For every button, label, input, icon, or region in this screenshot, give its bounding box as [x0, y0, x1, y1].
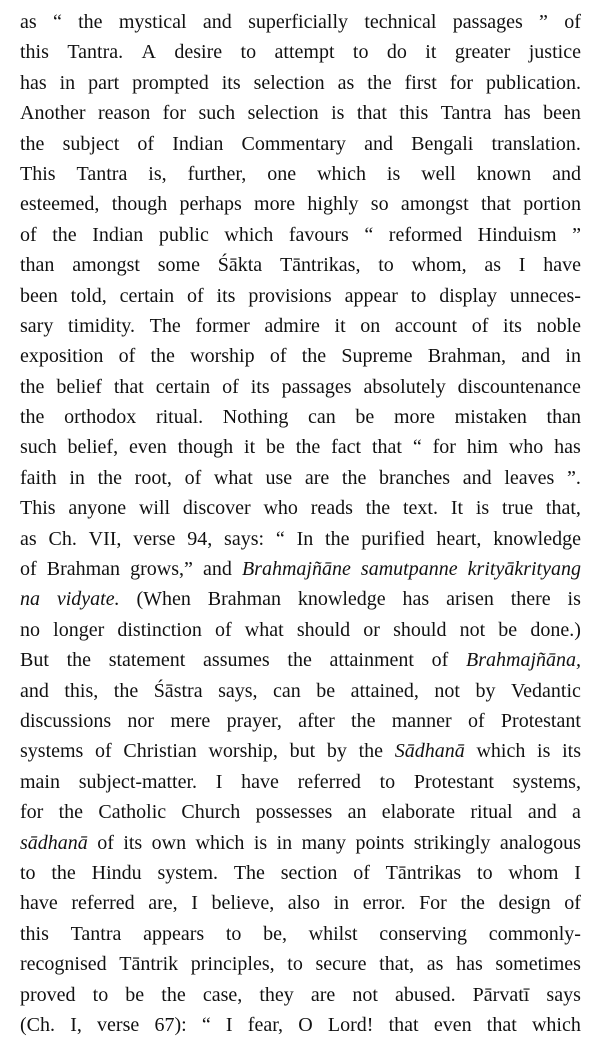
text-line: been told, certain of its provisions appear to display unneces-: [20, 284, 581, 307]
text-line: esteemed, though perhaps more highly so amongst that portion: [20, 193, 581, 216]
text-line: main subject-matter. I have referred to Protestant systems,: [20, 770, 581, 793]
text-line: faith in the root, of what use are the branches and leaves ”.: [20, 466, 581, 489]
text-line: this Tantra. A desire to attempt to do it greater justice: [20, 41, 581, 64]
text-line: the belief that certain of its passages absolutely discountenance: [20, 375, 581, 398]
text-line: (Ch. I, verse 67): “ I fear, O Lord! that even that which: [20, 1013, 581, 1036]
text-line: as “ the mystical and superficially technical passages ” of: [20, 11, 581, 33]
text-line: Another reason for such selection is that this Tantra has been: [20, 102, 581, 125]
text-line: discussions nor mere prayer, after the manner of Protestant: [20, 709, 581, 732]
text-line: have referred are, I believe, also in error. For the design of: [20, 892, 581, 915]
text-line: and this, the Śāstra says, can be attained, not by Vedantic: [20, 679, 581, 702]
text-line: such belief, even though it be the fact that “ for him who has: [20, 436, 581, 459]
document-body: [20, 7, 581, 1040]
text-line: has in part prompted its selection as the first for publication.: [20, 71, 581, 94]
text-line: exposition of the worship of the Supreme Brahman, and in: [20, 345, 581, 368]
text-line: to the Hindu system. The section of Tāntrikas to whom I: [20, 861, 581, 884]
text-line: of the Indian public which favours “ reformed Hinduism ”: [20, 223, 581, 246]
document-page: [20, 7, 581, 1040]
text-line: no longer distinction of what should or should not be done.): [20, 618, 581, 641]
text-line: as Ch. VII, verse 94, says: “ In the purified heart, knowledge: [20, 527, 581, 550]
text-line: the subject of Indian Commentary and Bengali translation.: [20, 132, 581, 155]
text-line: of Brahman grows,” and Brahmajñāne samutpanne krityākrityang: [20, 558, 581, 581]
text-line: This Tantra is, further, one which is well known and: [20, 162, 581, 185]
text-line: for the Catholic Church possesses an elaborate ritual and a: [20, 801, 581, 824]
text-line: But the statement assumes the attainment of Brahmajñāna,: [20, 649, 581, 672]
text-line: na vidyate. (When Brahman knowledge has arisen there is: [20, 588, 581, 611]
text-line: recognised Tāntrik principles, to secure that, as has sometimes: [20, 953, 581, 976]
text-line: systems of Christian worship, but by the Sādhanā which is its: [20, 740, 581, 763]
text-line: This anyone will discover who reads the text. It is true that,: [20, 497, 581, 520]
text-line: this Tantra appears to be, whilst conserving commonly-: [20, 922, 581, 945]
text-line: than amongst some Śākta Tāntrikas, to whom, as I have: [20, 254, 581, 277]
text-line: proved to be the case, they are not abused. Pārvatī says: [20, 983, 581, 1006]
text-line: sary timidity. The former admire it on account of its noble: [20, 314, 581, 337]
text-line: sādhanā of its own which is in many points strikingly analogous: [20, 831, 581, 854]
text-line: the orthodox ritual. Nothing can be more mistaken than: [20, 406, 581, 429]
